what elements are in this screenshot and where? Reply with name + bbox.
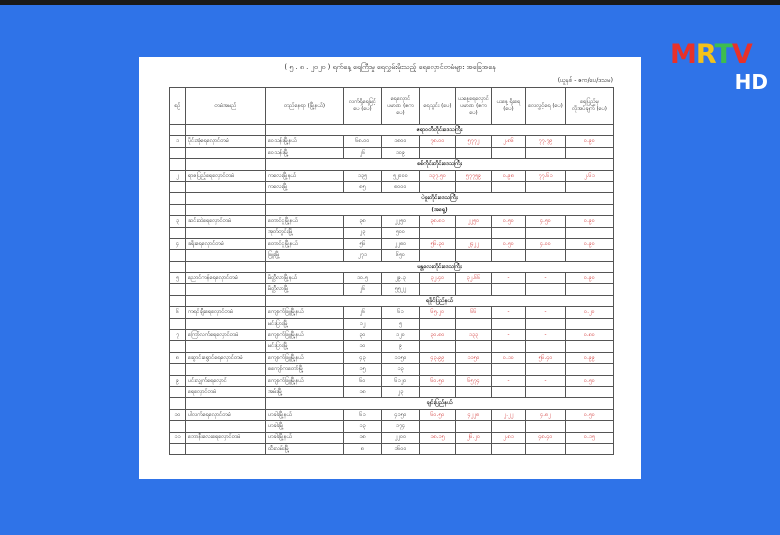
table-cell: [566, 227, 614, 238]
table-cell: ၀.၉၀: [566, 273, 614, 284]
table-cell: ၄၃.၉၉: [420, 352, 456, 363]
table-row: [170, 273, 614, 284]
table-cell: ၆၀.၅၀: [420, 409, 456, 420]
section-row: [170, 261, 614, 272]
table-cell: [420, 181, 456, 192]
table-cell: [566, 147, 614, 158]
table-cell: ၁၂၀: [382, 330, 420, 341]
table-cell: ၄၃: [344, 352, 382, 363]
column-header: လက်ရှိရေမြင့်ပေ (ပေ): [344, 88, 382, 125]
table-cell: [186, 147, 266, 158]
table-cell: [186, 398, 266, 409]
table-cell: [420, 443, 456, 454]
table-cell: [456, 364, 492, 375]
table-cell: ၈၀၀၀: [382, 181, 420, 192]
column-header: ယနေ့ရေလှောင်ပမာဏ (ဧကပေ): [456, 88, 492, 125]
table-cell: ကလေးမြို့: [266, 181, 344, 192]
table-cell: ၆၅၀: [382, 250, 420, 261]
table-cell: [566, 250, 614, 261]
document-title: ( ၅ . ၈ . ၂၀၂၀ ) ရက်နေ့ ရေကြီးမှု ရေလွှမ်းမိုးသည့် ရေလှောင်တမံများ အခြေအနေ: [284, 63, 496, 71]
table-row: [170, 352, 614, 363]
table-cell: [526, 386, 566, 397]
table-cell: [492, 284, 526, 295]
table-cell: ၆၅၇၄: [456, 375, 492, 386]
table-cell: ဝေသန်းမြို့နယ်: [266, 136, 344, 147]
table-cell: [526, 318, 566, 329]
table-cell: ၂.၂၂: [492, 409, 526, 420]
table-cell: [420, 386, 456, 397]
table-cell: [566, 181, 614, 192]
table-cell: [526, 284, 566, 295]
table-cell: [492, 318, 526, 329]
table-cell: [420, 364, 456, 375]
table-cell: ၄.၅၀: [526, 216, 566, 227]
table-cell: ၈: [170, 352, 186, 363]
table-cell: ၇၈.၀၀: [420, 136, 456, 147]
table-header-row: [170, 88, 614, 125]
table-row: [170, 238, 614, 249]
table-cell: ၅၆: [344, 238, 382, 249]
table-cell: [492, 181, 526, 192]
table-row: [170, 375, 614, 386]
table-cell: ၂၄၂၂: [456, 238, 492, 249]
table-row: [170, 170, 614, 181]
section-label: (အရှေ့): [266, 204, 614, 215]
table-cell: ၂.၈၁: [492, 432, 526, 443]
table-cell: [170, 443, 186, 454]
hd-badge: HD: [734, 70, 768, 94]
table-cell: -: [526, 330, 566, 341]
table-cell: ၅၅၂၂: [382, 284, 420, 295]
table-cell: [186, 318, 266, 329]
table-cell: [420, 284, 456, 295]
table-cell: ၁: [170, 136, 186, 147]
table-cell: ၂၇၁: [344, 250, 382, 261]
table-cell: ၄: [170, 238, 186, 249]
table-cell: [492, 386, 526, 397]
column-header: တမံအမည်: [186, 88, 266, 125]
table-cell: ၆: [170, 307, 186, 318]
table-cell: ၁၃၅: [344, 170, 382, 181]
table-cell: [420, 421, 456, 432]
table-cell: ၂၆: [344, 307, 382, 318]
table-cell: [170, 125, 186, 136]
table-cell: ၄၈.၄၀: [526, 432, 566, 443]
table-cell: [526, 341, 566, 352]
table-cell: ၅: [170, 273, 186, 284]
table-row: [170, 432, 614, 443]
logo-letter: T: [714, 39, 732, 70]
table-cell: [186, 443, 266, 454]
table-cell: [186, 193, 266, 204]
table-cell: [456, 421, 492, 432]
table-row: [170, 421, 614, 432]
table-cell: ၂၆: [344, 147, 382, 158]
table-cell: ၂၆.၂၀: [456, 432, 492, 443]
document-unit-note: (ယူနစ် - ဧက/ပေ/ဒသမ): [557, 77, 613, 84]
table-cell: [170, 193, 186, 204]
top-letterbox: [0, 0, 780, 5]
table-cell: ၂.၆၁: [566, 170, 614, 181]
table-cell: [170, 386, 186, 397]
table-cell: [186, 159, 266, 170]
table-cell: ၁၈: [344, 386, 382, 397]
table-cell: ၁၈.၁၅: [420, 432, 456, 443]
table-cell: [186, 181, 266, 192]
table-cell: ၂၂၅၀: [382, 216, 420, 227]
table-cell: ပါလက်ရေလှောင်တမံ: [186, 409, 266, 420]
table-row: [170, 341, 614, 352]
table-cell: ၁၆၀၀: [382, 443, 420, 454]
section-label: ဧရာဝတီတိုင်းဒေသကြီး: [266, 125, 614, 136]
table-cell: -: [526, 375, 566, 386]
table-cell: ၅၇၇၅၉: [456, 170, 492, 181]
section-row: [170, 295, 614, 306]
table-cell: ၁၁၅၀: [382, 352, 420, 363]
table-cell: ၁၀: [344, 341, 382, 352]
table-cell: ၀.၅၀: [492, 238, 526, 249]
table-cell: ၂.၈၆: [492, 136, 526, 147]
table-cell: ၀.၁၅: [566, 432, 614, 443]
table-cell: မင်းပြားမြို့: [266, 341, 344, 352]
table-cell: ကျောက်ဖြူမြို့နယ်: [266, 352, 344, 363]
table-cell: ၇၇.၇၉: [526, 136, 566, 147]
table-cell: ၁၃: [382, 364, 420, 375]
table-cell: ၄.၈၂: [526, 409, 566, 420]
table-cell: ၁၅: [344, 364, 382, 375]
table-cell: ပင်းလျှက်ရေလှောင်: [186, 375, 266, 386]
table-cell: ၂: [170, 170, 186, 181]
table-row: [170, 216, 614, 227]
table-cell: ၆၁၂၀: [382, 375, 420, 386]
channel-logo: [670, 40, 774, 98]
table-row: [170, 284, 614, 295]
table-cell: ၈၅: [344, 181, 382, 192]
table-cell: -: [492, 273, 526, 284]
table-cell: [456, 318, 492, 329]
table-cell: ၂၃: [344, 227, 382, 238]
table-cell: [566, 341, 614, 352]
table-cell: -: [526, 273, 566, 284]
table-row: [170, 409, 614, 420]
table-cell: [186, 364, 266, 375]
table-cell: ၇၇.၆၁: [526, 170, 566, 181]
table-cell: [526, 421, 566, 432]
table-cell: [492, 443, 526, 454]
table-cell: -: [492, 375, 526, 386]
table-cell: [186, 261, 266, 272]
table-cell: ၂၆: [344, 284, 382, 295]
section-label: ရခိုင်ပြည်နယ်: [266, 295, 614, 306]
table-cell: ၄၂၂၈: [456, 409, 492, 420]
table-cell: ၆၀: [344, 375, 382, 386]
table-row: [170, 227, 614, 238]
table-cell: [456, 386, 492, 397]
table-row: [170, 307, 614, 318]
table-row: [170, 330, 614, 341]
table-cell: [420, 147, 456, 158]
table-cell: ရေလှောင်တမံ: [186, 386, 266, 397]
table-cell: [170, 421, 186, 432]
table-cell: [492, 364, 526, 375]
table-cell: [456, 341, 492, 352]
table-cell: ၀.၅၀: [566, 375, 614, 386]
table-cell: မိတ္ထီလာမြို့နယ်: [266, 273, 344, 284]
table-cell: ၀.၉၈: [492, 170, 526, 181]
table-cell: ၉: [170, 375, 186, 386]
section-row: [170, 204, 614, 215]
table-row: [170, 443, 614, 454]
table-cell: [170, 398, 186, 409]
table-cell: [186, 284, 266, 295]
table-cell: ၅၇၇၂: [456, 136, 492, 147]
table-cell: [170, 284, 186, 295]
table-cell: [526, 147, 566, 158]
table-cell: ကျောက်ဖြူမြို့နယ်: [266, 330, 344, 341]
table-cell: [170, 364, 186, 375]
table-row: [170, 147, 614, 158]
table-cell: ၄.၀၀: [526, 238, 566, 249]
table-cell: ညောင်ကန်ရေလှောင်တမံ: [186, 273, 266, 284]
table-row: [170, 181, 614, 192]
table-cell: ၂၂၈၀: [382, 238, 420, 249]
table-cell: ထီးလမ်းမြို့: [266, 443, 344, 454]
table-cell: ၁၁၅၀: [456, 352, 492, 363]
table-cell: [526, 181, 566, 192]
table-cell: ၄၁၅၀: [382, 409, 420, 420]
table-cell: [566, 386, 614, 397]
table-cell: ၁၇၄: [382, 421, 420, 432]
table-cell: တောင်ငူမြို့နယ်: [266, 238, 344, 249]
table-cell: [492, 147, 526, 158]
table-cell: [526, 227, 566, 238]
table-cell: အုတ်တွင်းမြို့: [266, 227, 344, 238]
table-cell: ၉: [382, 341, 420, 352]
table-cell: ၆၁: [382, 307, 420, 318]
table-cell: ၁၈၀၀: [382, 136, 420, 147]
table-cell: [492, 421, 526, 432]
table-cell: ခရိုးရေလှောင်တမံ: [186, 238, 266, 249]
table-cell: ၆၁: [344, 409, 382, 420]
table-cell: [492, 341, 526, 352]
table-cell: ၀.၉၀: [566, 216, 614, 227]
section-row: [170, 159, 614, 170]
table-row: [170, 386, 614, 397]
table-cell: [566, 318, 614, 329]
table-cell: ၀.၁၀: [492, 352, 526, 363]
table-cell: ၃၈.၈၁: [420, 216, 456, 227]
table-cell: ဘောနီးလေးရေလှောင်တမံ: [186, 432, 266, 443]
table-cell: ၀.၂၀: [566, 307, 614, 318]
table-cell: ၃၀.၈၀: [420, 330, 456, 341]
table-cell: ၂၂၅၀: [456, 216, 492, 227]
table-cell: မိတ္ထီလာမြို့: [266, 284, 344, 295]
table-cell: [456, 227, 492, 238]
table-cell: ဆွောင်းရွောင်ရေလှောင်တမံ: [186, 352, 266, 363]
table-cell: ၀.၉၀: [566, 136, 614, 147]
reservoir-table: [169, 87, 614, 455]
table-cell: ၆၅.၂၀: [420, 307, 456, 318]
table-cell: ဟခါးမြို့နယ်: [266, 409, 344, 420]
document-paper: [139, 57, 641, 479]
table-cell: ၀.၅၀: [492, 216, 526, 227]
table-cell: [420, 227, 456, 238]
table-cell: [170, 204, 186, 215]
table-cell: ဆင်းထဲရေလှောင်တမံ: [186, 216, 266, 227]
table-cell: [170, 250, 186, 261]
table-cell: ဖြူးမြို့: [266, 250, 344, 261]
column-header: ယနေ့ ရိုးရေ (ပေ): [492, 88, 526, 125]
table-cell: [566, 364, 614, 375]
table-cell: ၆၆: [456, 307, 492, 318]
table-cell: [420, 250, 456, 261]
section-label: ပဲခူးတိုင်းဒေသကြီး: [266, 193, 614, 204]
table-cell: [456, 284, 492, 295]
column-header: ရေပြည့်မှ လိုအပ်ချက် (ပေ): [566, 88, 614, 125]
table-cell: -: [526, 307, 566, 318]
table-cell: [170, 181, 186, 192]
table-cell: ဟခါးမြို့နယ်: [266, 432, 344, 443]
table-cell: ၇: [170, 330, 186, 341]
table-cell: [186, 421, 266, 432]
column-header: လေလွှင့်ရေ (ပေ): [526, 88, 566, 125]
table-cell: [170, 159, 186, 170]
section-label: မန္တလေးတိုင်းဒေသကြီး: [266, 261, 614, 272]
table-cell: ၅: [382, 318, 420, 329]
table-cell: [526, 250, 566, 261]
section-row: [170, 193, 614, 204]
table-cell: ၁၃၃: [456, 330, 492, 341]
table-cell: ၁၀.၅: [344, 273, 382, 284]
table-cell: [420, 318, 456, 329]
table-cell: ၅၆.၃၀: [420, 238, 456, 249]
table-cell: ၆၀.၅၀: [420, 375, 456, 386]
table-row: [170, 318, 614, 329]
table-cell: [456, 147, 492, 158]
table-cell: ၃၂.၆၆: [456, 273, 492, 284]
table-row: [170, 136, 614, 147]
section-label: စစ်ကိုင်းတိုင်းဒေသကြီး: [266, 159, 614, 170]
column-header: ရေသွင်း (ပေ): [420, 88, 456, 125]
table-cell: ကျောက်ဖြူမြို့နယ်: [266, 307, 344, 318]
table-cell: [566, 421, 614, 432]
table-cell: ၁၃၇.၅၀: [420, 170, 456, 181]
table-row: [170, 364, 614, 375]
section-row: [170, 125, 614, 136]
table-cell: ၁၃: [344, 421, 382, 432]
logo-letter: R: [695, 39, 715, 70]
column-header: တည်နေရာ (မြို့နယ်): [266, 88, 344, 125]
table-cell: -: [492, 307, 526, 318]
table-cell: တောင်ငူမြို့နယ်: [266, 216, 344, 227]
logo-letter: M: [670, 39, 696, 70]
table-cell: ၂၃: [382, 386, 420, 397]
column-header: ရေလှောင်ပမာဏ (ဧကပေ): [382, 88, 420, 125]
table-cell: [526, 364, 566, 375]
table-cell: ရာဇပြည့်ရေလှောင်တမံ: [186, 170, 266, 181]
table-cell: [186, 250, 266, 261]
table-cell: ဟခါးမြို့: [266, 421, 344, 432]
mrtv-logo-text: [670, 40, 752, 70]
table-cell: ၀.၉၉: [566, 352, 614, 363]
table-cell: ကရင်ချီးရေလှောင်တမံ: [186, 307, 266, 318]
section-row: [170, 398, 614, 409]
table-cell: ၃၂.၄၀: [420, 273, 456, 284]
table-cell: ၅၆.၄၀: [526, 352, 566, 363]
section-label: ချင်းပြည်နယ်: [266, 398, 614, 409]
table-cell: ၀.၉၀: [566, 238, 614, 249]
table-cell: [170, 295, 186, 306]
table-cell: ၁၀၉: [382, 147, 420, 158]
table-cell: ၂၉.၃: [382, 273, 420, 284]
table-cell: အမ်းမြို့: [266, 386, 344, 397]
table-cell: ၁၁: [170, 432, 186, 443]
table-cell: [492, 250, 526, 261]
table-cell: [456, 443, 492, 454]
table-cell: ဝေသန်းမြို့: [266, 147, 344, 158]
column-header: စဉ်: [170, 88, 186, 125]
table-cell: [456, 250, 492, 261]
table-cell: ၃၈: [344, 216, 382, 227]
logo-letter: V: [731, 39, 752, 70]
table-cell: ကြော်လက်ရေလှောင်တမံ: [186, 330, 266, 341]
table-cell: [420, 341, 456, 352]
table-cell: [456, 181, 492, 192]
table-cell: -: [492, 330, 526, 341]
table-cell: ၀.၈၀: [566, 330, 614, 341]
table-cell: ၆၈.၀၀: [344, 136, 382, 147]
table-cell: ၅၂၀၀၀: [382, 170, 420, 181]
table-cell: ၁၀: [170, 409, 186, 420]
table-cell: [170, 318, 186, 329]
table-cell: ကလေးမြို့နယ်: [266, 170, 344, 181]
table-cell: [170, 227, 186, 238]
table-cell: ၁၈: [344, 432, 382, 443]
table-row: [170, 250, 614, 261]
table-cell: [566, 284, 614, 295]
table-cell: ပိုင်းအုံရေလှောင်တမံ: [186, 136, 266, 147]
table-cell: [170, 261, 186, 272]
table-cell: ကျောက်ဖြူမြို့နယ်: [266, 375, 344, 386]
table-cell: [186, 227, 266, 238]
table-cell: ၃၀: [344, 330, 382, 341]
table-cell: [566, 443, 614, 454]
table-cell: ၂၂၀၀: [382, 432, 420, 443]
table-cell: ၁၂: [344, 318, 382, 329]
table-cell: [492, 227, 526, 238]
table-cell: [186, 204, 266, 215]
table-cell: ၈: [344, 443, 382, 454]
table-cell: [186, 341, 266, 352]
table-cell: [170, 147, 186, 158]
table-cell: [526, 443, 566, 454]
table-cell: ၅၀၀: [382, 227, 420, 238]
table-cell: [186, 125, 266, 136]
table-cell: မင်းပြားမြို့: [266, 318, 344, 329]
table-cell: ၃: [170, 216, 186, 227]
table-cell: ၀.၅၀: [566, 409, 614, 420]
table-cell: [186, 295, 266, 306]
table-cell: [170, 341, 186, 352]
table-cell: စကျော်ကတော်မြို့: [266, 364, 344, 375]
